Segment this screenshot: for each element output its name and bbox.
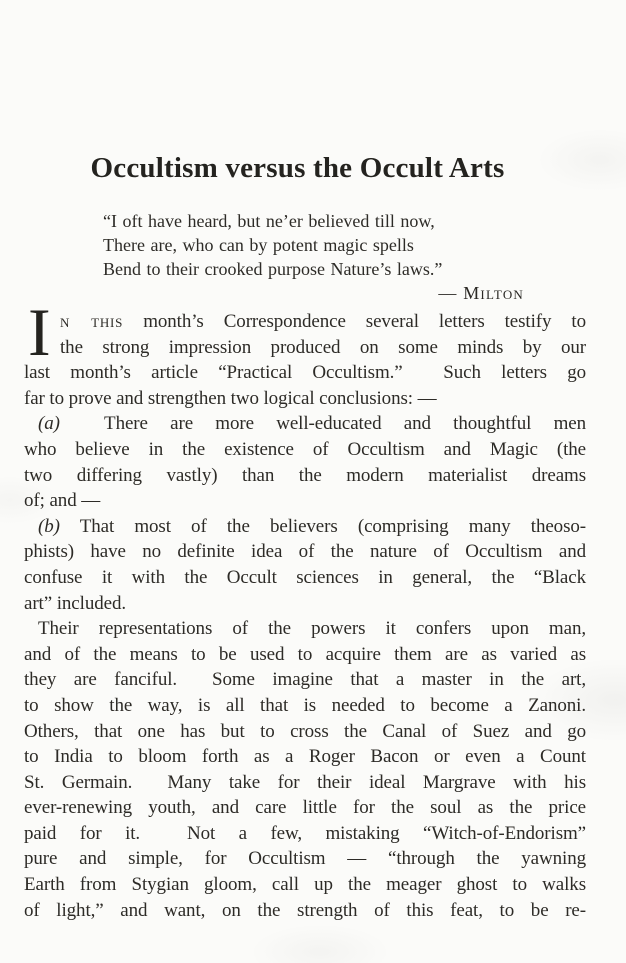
text-line bbox=[24, 411, 586, 437]
text-segment: who believe in the existence of Occultism and Magic (the bbox=[24, 438, 586, 460]
text-segment: to show the way, is all that is needed to become a Zanoni. bbox=[24, 694, 586, 716]
epigraph-line: “I oft have heard, but ne’er believed till now, bbox=[103, 211, 435, 231]
text-segment: ever-renewing youth, and care little for the soul as the price bbox=[24, 797, 586, 819]
italic-label: (b) bbox=[38, 515, 60, 537]
article-body bbox=[24, 294, 586, 923]
text-line bbox=[24, 514, 586, 540]
epigraph-attribution: — Milton bbox=[438, 283, 524, 303]
text-line bbox=[24, 437, 586, 463]
text-line bbox=[24, 795, 586, 821]
text-segment: far to prove and strengthen two logical conclusions: — bbox=[24, 387, 437, 409]
text-segment: to India to bloom forth as a Roger Bacon or even a Count bbox=[24, 746, 586, 768]
text-segment: confuse it with the Occult sciences in general, the “Black bbox=[24, 566, 586, 588]
text-segment: of; and — bbox=[24, 490, 101, 512]
text-segment: the strong impression produced on some minds by our bbox=[60, 336, 586, 358]
text-line bbox=[24, 488, 586, 514]
text-line bbox=[24, 642, 586, 668]
epigraph-line: Bend to their crooked purpose Nature’s laws.” bbox=[103, 259, 443, 279]
text-line bbox=[24, 463, 586, 489]
epigraph bbox=[24, 209, 586, 281]
small-caps-text: n this bbox=[60, 311, 124, 332]
text-segment: paid for it. Not a few, mistaking “Witch-of-Endorism” bbox=[24, 822, 586, 844]
text-line bbox=[24, 309, 586, 335]
text-line bbox=[24, 591, 586, 617]
text-segment: That most of the believers (comprising many theoso- bbox=[59, 515, 586, 537]
text-line bbox=[24, 386, 586, 412]
text-line bbox=[24, 667, 586, 693]
text-line bbox=[24, 616, 586, 642]
text-line bbox=[24, 898, 586, 924]
text-line bbox=[24, 693, 586, 719]
text-segment: month’s Correspondence several letters testify to bbox=[123, 311, 586, 332]
text-line bbox=[24, 565, 586, 591]
text-segment: Others, that one has but to cross the Canal of Suez and go bbox=[24, 720, 586, 742]
text-segment: last month’s article “Practical Occultism.” Such letters go bbox=[24, 362, 586, 384]
text-segment: St. Germain. Many take for their ideal Margrave with his bbox=[24, 771, 586, 793]
article-title: Occultism versus the Occult Arts bbox=[90, 152, 505, 184]
text-segment: of light,” and want, on the strength of this feat, to be re- bbox=[24, 899, 586, 921]
article-body-lines bbox=[24, 309, 586, 923]
epigraph-line: There are, who can by potent magic spells bbox=[103, 235, 414, 255]
text-line bbox=[24, 821, 586, 847]
text-line bbox=[24, 744, 586, 770]
text-line bbox=[24, 872, 586, 898]
text-line bbox=[24, 539, 586, 565]
text-segment: phists) have no definite idea of the nature of Occultism and bbox=[24, 541, 586, 563]
text-segment: There are more well-educated and thoughtful men bbox=[59, 413, 586, 435]
text-segment: pure and simple, for Occultism — “through the yawning bbox=[24, 848, 586, 870]
text-segment: art” included. bbox=[24, 592, 126, 614]
text-line bbox=[24, 335, 586, 361]
text-segment: two differing vastly) than the modern materialist dreams bbox=[24, 464, 586, 486]
text-line bbox=[24, 846, 586, 872]
text-line bbox=[24, 719, 586, 745]
text-segment: Their representations of the powers it confers upon man, bbox=[38, 618, 586, 640]
text-segment: Earth from Stygian gloom, call up the meager ghost to walks bbox=[24, 874, 586, 896]
text-segment: they are fanciful. Some imagine that a master in the art, bbox=[24, 669, 586, 691]
text-line bbox=[24, 360, 586, 386]
italic-label: (a) bbox=[38, 413, 60, 435]
drop-cap: I bbox=[28, 294, 51, 370]
text-segment: and of the means to be used to acquire them are as varied as bbox=[24, 643, 586, 665]
text-line bbox=[24, 770, 586, 796]
